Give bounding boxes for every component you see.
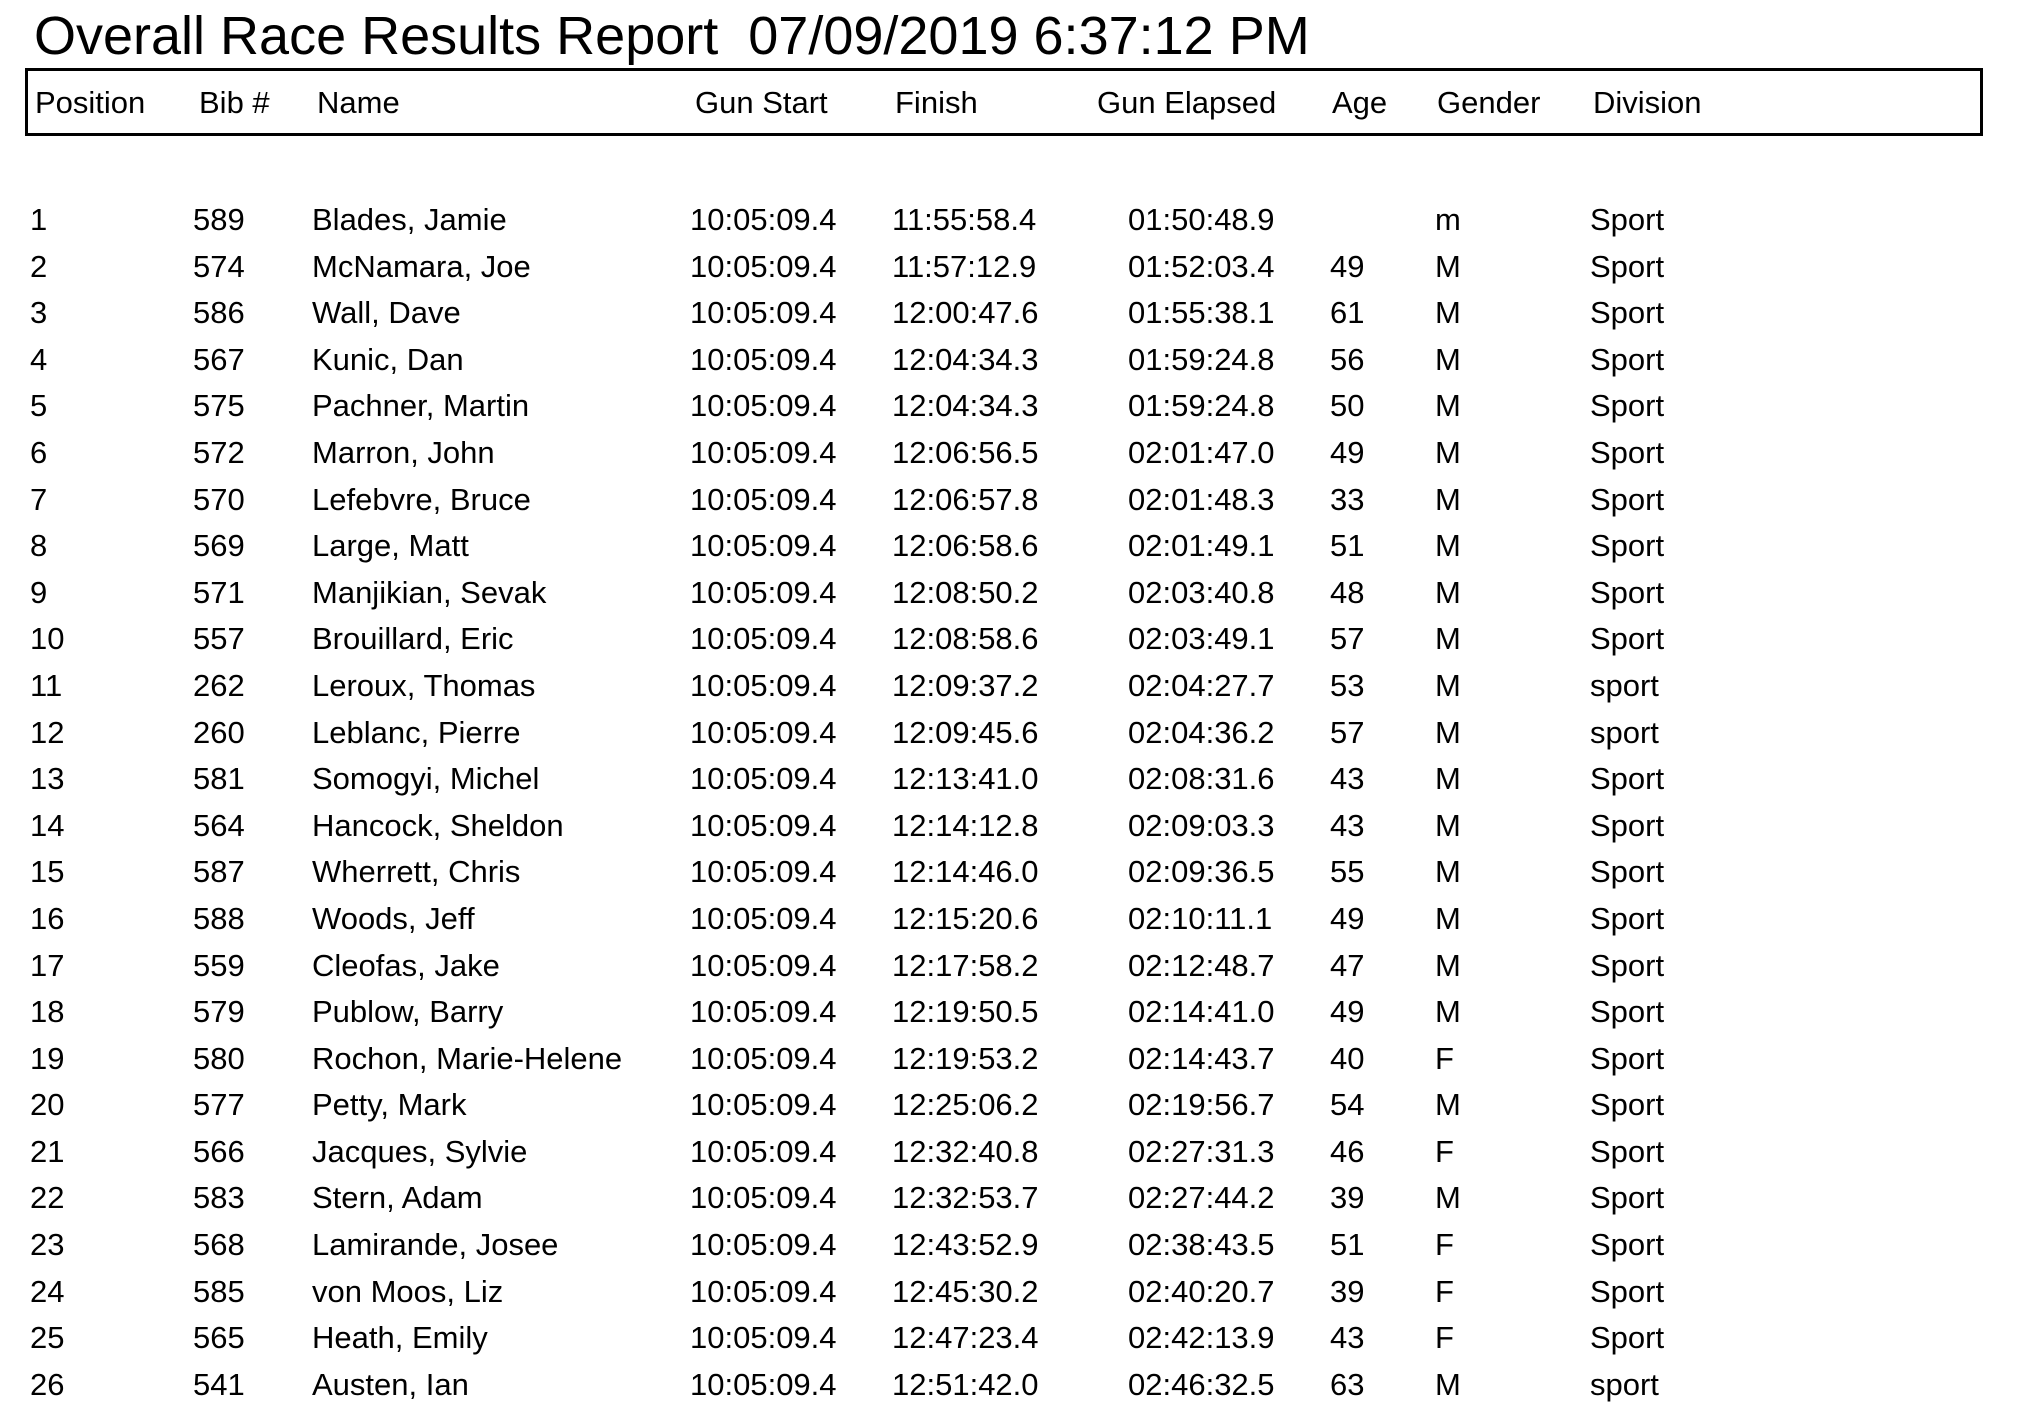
- row-finish: 12:04:34.3: [892, 341, 1039, 377]
- row-gun-start: 10:05:09.4: [690, 621, 837, 657]
- row-name: Kunic, Dan: [312, 341, 464, 377]
- row-gun-elapsed: 02:03:40.8: [1128, 574, 1275, 610]
- report-title: Overall Race Results Report 07/09/2019 6:37:12 PM: [34, 6, 1310, 66]
- table-row: [0, 619, 2044, 666]
- row-name: Hancock, Sheldon: [312, 807, 564, 843]
- row-gun-elapsed: 02:09:36.5: [1128, 854, 1275, 890]
- row-gun-elapsed: 02:09:03.3: [1128, 807, 1275, 843]
- row-position: 4: [30, 341, 48, 377]
- row-position: 13: [30, 761, 65, 797]
- row-name: Lamirande, Josee: [312, 1227, 559, 1263]
- row-finish: 12:32:53.7: [892, 1180, 1039, 1216]
- row-gun-elapsed: 02:01:48.3: [1128, 481, 1275, 517]
- row-gun-elapsed: 02:04:36.2: [1128, 714, 1275, 750]
- row-age: 43: [1330, 807, 1365, 843]
- row-division: sport: [1590, 1366, 1659, 1402]
- row-name: Manjikian, Sevak: [312, 574, 547, 610]
- row-gender: F: [1435, 1273, 1454, 1309]
- row-finish: 12:43:52.9: [892, 1227, 1039, 1263]
- row-division: sport: [1590, 667, 1659, 703]
- row-gun-elapsed: 02:14:41.0: [1128, 994, 1275, 1030]
- row-bib: 567: [193, 341, 245, 377]
- row-position: 11: [30, 667, 63, 703]
- row-bib: 557: [193, 621, 245, 657]
- row-bib: 579: [193, 994, 245, 1030]
- column-header-gender: Gender: [1437, 85, 1541, 120]
- table-row: [0, 1085, 2044, 1132]
- row-age: 49: [1330, 248, 1365, 284]
- row-age: 47: [1330, 947, 1365, 983]
- row-bib: 564: [193, 807, 245, 843]
- row-gun-elapsed: 02:42:13.9: [1128, 1320, 1275, 1356]
- row-position: 6: [30, 434, 48, 470]
- row-finish: 12:51:42.0: [892, 1366, 1039, 1402]
- row-position: 5: [30, 388, 48, 424]
- row-bib: 571: [193, 574, 245, 610]
- row-bib: 589: [193, 202, 245, 237]
- row-bib: 583: [193, 1180, 245, 1216]
- row-gun-start: 10:05:09.4: [690, 528, 837, 564]
- row-division: Sport: [1590, 1320, 1665, 1356]
- column-header-row: [25, 68, 1983, 136]
- row-division: Sport: [1590, 574, 1665, 610]
- row-name: Austen, Ian: [312, 1366, 469, 1402]
- row-gun-start: 10:05:09.4: [690, 994, 837, 1030]
- row-gender: M: [1435, 621, 1461, 657]
- row-finish: 12:19:50.5: [892, 994, 1039, 1030]
- row-division: Sport: [1590, 621, 1665, 657]
- row-gender: F: [1435, 1227, 1454, 1263]
- row-gender: F: [1435, 1040, 1454, 1076]
- row-position: 17: [30, 947, 65, 983]
- row-division: Sport: [1590, 854, 1665, 890]
- row-gun-start: 10:05:09.4: [690, 481, 837, 517]
- row-finish: 12:08:58.6: [892, 621, 1039, 657]
- row-division: Sport: [1590, 528, 1665, 564]
- row-bib: 588: [193, 900, 245, 936]
- row-bib: 260: [193, 714, 245, 750]
- row-division: Sport: [1590, 1273, 1665, 1309]
- table-row: [0, 806, 2044, 853]
- row-finish: 12:13:41.0: [892, 761, 1039, 797]
- row-bib: 262: [193, 667, 245, 703]
- column-header-finish: Finish: [895, 85, 978, 120]
- row-finish: 12:32:40.8: [892, 1133, 1039, 1169]
- row-position: 15: [30, 854, 65, 890]
- row-age: 39: [1330, 1180, 1365, 1216]
- row-gun-elapsed: 02:40:20.7: [1128, 1273, 1275, 1309]
- row-gun-start: 10:05:09.4: [690, 1320, 837, 1356]
- row-position: 21: [30, 1133, 65, 1169]
- row-position: 9: [30, 574, 48, 610]
- column-header-division: Division: [1593, 85, 1702, 120]
- row-gender: M: [1435, 714, 1461, 750]
- row-finish: 12:15:20.6: [892, 900, 1039, 936]
- row-division: sport: [1590, 714, 1659, 750]
- row-gun-start: 10:05:09.4: [690, 1273, 837, 1309]
- row-age: 49: [1330, 994, 1365, 1030]
- row-gender: M: [1435, 481, 1461, 517]
- row-bib: 580: [193, 1040, 245, 1076]
- row-gender: M: [1435, 574, 1461, 610]
- row-gun-start: 10:05:09.4: [690, 295, 837, 331]
- row-finish: 12:17:58.2: [892, 947, 1039, 983]
- row-name: Brouillard, Eric: [312, 621, 514, 657]
- row-age: 61: [1330, 295, 1365, 331]
- row-division: Sport: [1590, 947, 1665, 983]
- row-division: Sport: [1590, 388, 1665, 424]
- row-age: 51: [1330, 528, 1365, 564]
- row-division: Sport: [1590, 295, 1665, 331]
- row-bib: 574: [193, 248, 245, 284]
- row-gun-elapsed: 02:01:47.0: [1128, 434, 1275, 470]
- row-name: Somogyi, Michel: [312, 761, 540, 797]
- row-name: Cleofas, Jake: [312, 947, 500, 983]
- row-age: 57: [1330, 714, 1365, 750]
- row-finish: 12:04:34.3: [892, 388, 1039, 424]
- row-gun-start: 10:05:09.4: [690, 1227, 837, 1263]
- table-row: [0, 480, 2044, 527]
- row-position: 26: [30, 1366, 65, 1402]
- row-gender: M: [1435, 528, 1461, 564]
- row-position: 10: [30, 621, 65, 657]
- row-position: 14: [30, 807, 65, 843]
- row-age: 43: [1330, 761, 1365, 797]
- row-gun-elapsed: 01:55:38.1: [1128, 295, 1275, 331]
- row-position: 22: [30, 1180, 65, 1216]
- row-finish: 12:14:12.8: [892, 807, 1039, 843]
- row-position: 19: [30, 1040, 65, 1076]
- row-finish: 12:06:58.6: [892, 528, 1039, 564]
- row-bib: 569: [193, 528, 245, 564]
- row-name: Wherrett, Chris: [312, 854, 521, 890]
- row-name: Pachner, Martin: [312, 388, 530, 424]
- row-age: 49: [1330, 900, 1365, 936]
- row-bib: 585: [193, 1273, 245, 1309]
- row-age: 51: [1330, 1227, 1365, 1263]
- row-position: 24: [30, 1273, 65, 1309]
- row-division: Sport: [1590, 341, 1665, 377]
- row-gun-start: 10:05:09.4: [690, 1366, 837, 1402]
- row-gun-start: 10:05:09.4: [690, 900, 837, 936]
- row-bib: 575: [193, 388, 245, 424]
- column-header-position: Position: [35, 85, 146, 120]
- column-header-gun-start: Gun Start: [695, 85, 828, 120]
- row-bib: 559: [193, 947, 245, 983]
- column-header-name: Name: [317, 85, 400, 120]
- row-gun-elapsed: 02:01:49.1: [1128, 528, 1275, 564]
- row-gender: M: [1435, 900, 1461, 936]
- row-age: 48: [1330, 574, 1365, 610]
- row-gender: M: [1435, 947, 1461, 983]
- row-gun-elapsed: 02:10:11.1: [1128, 900, 1273, 936]
- row-name: Blades, Jamie: [312, 202, 507, 237]
- row-name: Publow, Barry: [312, 994, 504, 1030]
- row-finish: 12:06:56.5: [892, 434, 1039, 470]
- row-finish: 12:08:50.2: [892, 574, 1039, 610]
- row-gender: M: [1435, 807, 1461, 843]
- row-finish: 11:57:12.9: [892, 248, 1037, 284]
- row-gun-start: 10:05:09.4: [690, 807, 837, 843]
- row-gun-start: 10:05:09.4: [690, 947, 837, 983]
- row-age: 40: [1330, 1040, 1365, 1076]
- row-gun-start: 10:05:09.4: [690, 1133, 837, 1169]
- row-name: Leroux, Thomas: [312, 667, 536, 703]
- row-position: 25: [30, 1320, 65, 1356]
- row-division: Sport: [1590, 481, 1665, 517]
- row-gender: M: [1435, 761, 1461, 797]
- row-age: 39: [1330, 1273, 1365, 1309]
- table-row: [0, 1132, 2044, 1179]
- row-position: 7: [30, 481, 48, 517]
- row-age: 63: [1330, 1366, 1365, 1402]
- table-row: [0, 526, 2044, 573]
- row-bib: 572: [193, 434, 245, 470]
- table-row: [0, 1318, 2044, 1365]
- row-age: 46: [1330, 1133, 1365, 1169]
- table-row: [0, 899, 2044, 946]
- row-name: Large, Matt: [312, 528, 469, 564]
- row-division: Sport: [1590, 1227, 1665, 1263]
- row-name: Jacques, Sylvie: [312, 1133, 528, 1169]
- row-name: Stern, Adam: [312, 1180, 483, 1216]
- row-gun-start: 10:05:09.4: [690, 341, 837, 377]
- row-division: Sport: [1590, 761, 1665, 797]
- row-gun-elapsed: 02:14:43.7: [1128, 1040, 1275, 1076]
- table-row: [0, 1178, 2044, 1225]
- row-finish: 12:45:30.2: [892, 1273, 1039, 1309]
- row-position: 8: [30, 528, 48, 564]
- row-gender: M: [1435, 295, 1461, 331]
- row-division: Sport: [1590, 1133, 1665, 1169]
- row-name: Heath, Emily: [312, 1320, 488, 1356]
- row-finish: 12:19:53.2: [892, 1040, 1039, 1076]
- row-position: 16: [30, 900, 65, 936]
- row-division: Sport: [1590, 1040, 1665, 1076]
- table-row: [0, 666, 2044, 713]
- row-gun-elapsed: 02:27:31.3: [1128, 1133, 1275, 1169]
- results-table-body: [0, 200, 2044, 1411]
- row-gun-start: 10:05:09.4: [690, 1040, 837, 1076]
- table-row: [0, 946, 2044, 993]
- table-row: [0, 992, 2044, 1039]
- row-gun-elapsed: 02:08:31.6: [1128, 761, 1275, 797]
- row-age: 55: [1330, 854, 1365, 890]
- row-finish: 11:55:58.4: [892, 202, 1037, 237]
- row-division: Sport: [1590, 900, 1665, 936]
- row-name: Wall, Dave: [312, 295, 461, 331]
- row-name: Leblanc, Pierre: [312, 714, 521, 750]
- row-gun-start: 10:05:09.4: [690, 714, 837, 750]
- row-finish: 12:47:23.4: [892, 1320, 1039, 1356]
- row-bib: 541: [193, 1366, 245, 1402]
- row-finish: 12:25:06.2: [892, 1087, 1039, 1123]
- table-row: [0, 293, 2044, 340]
- table-row: [0, 247, 2044, 294]
- row-gun-elapsed: 01:59:24.8: [1128, 341, 1275, 377]
- row-gender: F: [1435, 1133, 1454, 1169]
- row-age: 33: [1330, 481, 1365, 517]
- row-gender: M: [1435, 341, 1461, 377]
- row-division: Sport: [1590, 994, 1665, 1030]
- table-row: [0, 573, 2044, 620]
- row-position: 1: [30, 202, 48, 237]
- row-age: 50: [1330, 388, 1365, 424]
- table-row: [0, 200, 2044, 247]
- row-gun-elapsed: 02:27:44.2: [1128, 1180, 1275, 1216]
- row-gender: M: [1435, 994, 1461, 1030]
- table-row: [0, 1272, 2044, 1319]
- row-gun-elapsed: 02:19:56.7: [1128, 1087, 1275, 1123]
- row-finish: 12:14:46.0: [892, 854, 1039, 890]
- row-bib: 568: [193, 1227, 245, 1263]
- table-row: [0, 1039, 2044, 1086]
- row-division: Sport: [1590, 434, 1665, 470]
- row-age: 57: [1330, 621, 1365, 657]
- row-division: Sport: [1590, 1180, 1665, 1216]
- row-gun-elapsed: 01:59:24.8: [1128, 388, 1275, 424]
- table-row: [0, 759, 2044, 806]
- row-bib: 577: [193, 1087, 245, 1123]
- table-row: [0, 1365, 2044, 1412]
- row-name: Rochon, Marie-Helene: [312, 1040, 623, 1076]
- row-gun-elapsed: 02:04:27.7: [1128, 667, 1275, 703]
- row-gun-start: 10:05:09.4: [690, 1180, 837, 1216]
- row-age: 43: [1330, 1320, 1365, 1356]
- row-bib: 581: [193, 761, 245, 797]
- row-finish: 12:09:37.2: [892, 667, 1039, 703]
- row-gender: M: [1435, 1087, 1461, 1123]
- row-position: 2: [30, 248, 48, 284]
- row-gender: F: [1435, 1320, 1454, 1356]
- row-name: McNamara, Joe: [312, 248, 531, 284]
- row-bib: 587: [193, 854, 245, 890]
- row-gun-elapsed: 01:52:03.4: [1128, 248, 1275, 284]
- row-gender: M: [1435, 667, 1461, 703]
- row-position: 18: [30, 994, 65, 1030]
- row-age: 53: [1330, 667, 1365, 703]
- row-age: 54: [1330, 1087, 1365, 1123]
- row-gun-start: 10:05:09.4: [690, 854, 837, 890]
- table-row: [0, 386, 2044, 433]
- row-name: von Moos, Liz: [312, 1273, 504, 1309]
- table-row: [0, 433, 2044, 480]
- row-gun-elapsed: 02:38:43.5: [1128, 1227, 1275, 1263]
- row-gender: M: [1435, 1180, 1461, 1216]
- row-finish: 12:06:57.8: [892, 481, 1039, 517]
- row-gun-start: 10:05:09.4: [690, 388, 837, 424]
- row-division: Sport: [1590, 807, 1665, 843]
- column-header-bib: Bib #: [199, 85, 270, 120]
- row-finish: 12:09:45.6: [892, 714, 1039, 750]
- row-bib: 566: [193, 1133, 245, 1169]
- row-gender: M: [1435, 388, 1461, 424]
- row-name: Petty, Mark: [312, 1087, 467, 1123]
- row-name: Marron, John: [312, 434, 495, 470]
- row-finish: 12:00:47.6: [892, 295, 1039, 331]
- column-header-age: Age: [1332, 85, 1388, 120]
- row-name: Lefebvre, Bruce: [312, 481, 531, 517]
- table-row: [0, 713, 2044, 760]
- row-position: 23: [30, 1227, 65, 1263]
- row-position: 12: [30, 714, 65, 750]
- row-position: 3: [30, 295, 48, 331]
- row-gun-elapsed: 02:12:48.7: [1128, 947, 1275, 983]
- row-name: Woods, Jeff: [312, 900, 475, 936]
- row-gun-start: 10:05:09.4: [690, 1087, 837, 1123]
- row-age: 56: [1330, 341, 1365, 377]
- row-gun-start: 10:05:09.4: [690, 761, 837, 797]
- column-header-gun-elapsed: Gun Elapsed: [1097, 85, 1277, 120]
- table-row: [0, 1225, 2044, 1272]
- row-age: 49: [1330, 434, 1365, 470]
- row-gender: M: [1435, 1366, 1461, 1402]
- row-gun-elapsed: 02:03:49.1: [1128, 621, 1275, 657]
- row-gun-start: 10:05:09.4: [690, 574, 837, 610]
- row-gun-start: 10:05:09.4: [690, 667, 837, 703]
- row-gender: M: [1435, 248, 1461, 284]
- row-position: 20: [30, 1087, 65, 1123]
- row-gender: M: [1435, 434, 1461, 470]
- row-gender: m: [1435, 202, 1461, 237]
- row-gun-start: 10:05:09.4: [690, 202, 837, 237]
- row-division: Sport: [1590, 202, 1665, 237]
- row-division: Sport: [1590, 248, 1665, 284]
- table-row: [0, 340, 2044, 387]
- row-gun-start: 10:05:09.4: [690, 434, 837, 470]
- row-bib: 570: [193, 481, 245, 517]
- row-bib: 565: [193, 1320, 245, 1356]
- row-gun-elapsed: 01:50:48.9: [1128, 202, 1275, 237]
- row-bib: 586: [193, 295, 245, 331]
- row-gender: M: [1435, 854, 1461, 890]
- table-row: [0, 852, 2044, 899]
- row-division: Sport: [1590, 1087, 1665, 1123]
- row-gun-elapsed: 02:46:32.5: [1128, 1366, 1275, 1402]
- row-gun-start: 10:05:09.4: [690, 248, 837, 284]
